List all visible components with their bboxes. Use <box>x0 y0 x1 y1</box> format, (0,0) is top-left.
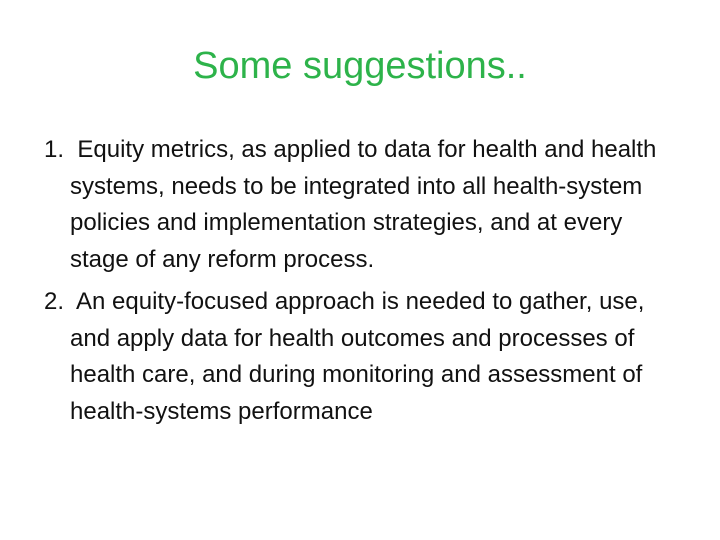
suggestion-text: Equity metrics, as applied to data for health and health systems, needs to be integrated into all health-system policies and implementation strategies, and at every stage of any reform process. <box>70 136 657 273</box>
suggestion-number: 2. <box>44 288 71 315</box>
suggestion-item-1 <box>44 132 684 278</box>
suggestion-item-2 <box>44 284 684 430</box>
suggestion-text: An equity-focused approach is needed to gather, use, and apply data for health outcomes and processes of health care, and during monitoring and assessment of health-systems performance <box>70 288 645 425</box>
suggestion-list <box>44 132 684 436</box>
slide-title: Some suggestions.. <box>193 45 527 87</box>
suggestion-number: 1. <box>44 136 71 163</box>
